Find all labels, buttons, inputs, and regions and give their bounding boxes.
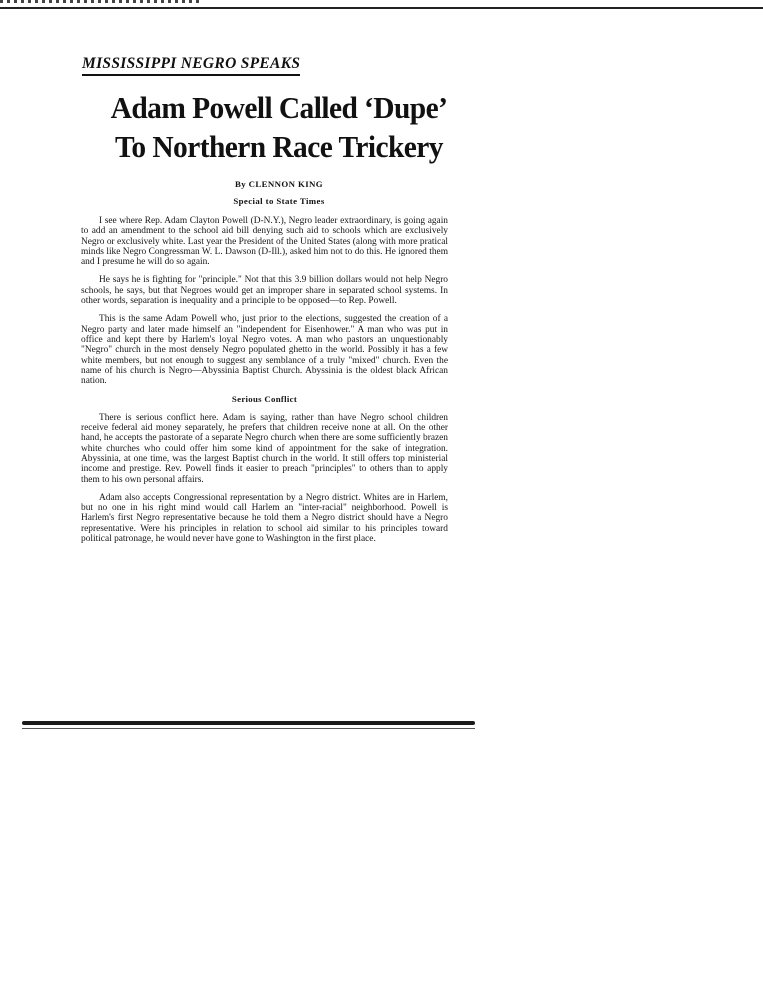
top-dotted-border xyxy=(0,0,200,3)
top-rule xyxy=(0,7,763,9)
headline-line-1: Adam Powell Called ‘Dupe’ xyxy=(110,90,448,125)
bottom-rule xyxy=(22,721,475,725)
byline-block xyxy=(80,178,478,212)
section-subhead: Serious Conflict xyxy=(231,394,298,405)
headline xyxy=(90,88,468,166)
kicker-heading: MISSISSIPPI NEGRO SPEAKS xyxy=(82,55,300,76)
article-body xyxy=(81,216,448,552)
paragraph: He says he is fighting for "principle." Not that this 3.9 billion dollars would not help Negro schools, he says, but that Negroes would get an improper share in separated school systems. In other words, separation is inequality and a principle to be opposed—to Rep. Powell. xyxy=(81,275,448,307)
headline-line-2: To Northern Race Trickery xyxy=(115,129,443,164)
dateline: Special to State Times xyxy=(233,196,325,206)
paragraph: Adam also accepts Congressional representation by a Negro district. Whites are in Harlem, but no one in his right mind would call Harlem an "inter-racial" neighborhood. Powell is Harlem's first Negro representative because he told them a Negro district should have a Negro representative. Were his principles in relation to school aid similar to his principles toward political patronage, he would never have gone to Washington in the first place. xyxy=(81,492,448,545)
paragraph: I see where Rep. Adam Clayton Powell (D-N.Y.), Negro leader extraordinary, is going again to add an amendment to the school aid bill denying such aid to schools which are exclusively Negro or exclusively white. Last year the President of the United States (along with more pratical minds like Negro Congressman W. L. Dawson (D-Ill.), asked him not to do this. He ignored them and I presume he will do so again. xyxy=(81,216,448,268)
byline: By CLENNON KING xyxy=(234,179,324,189)
paragraph: There is serious conflict here. Adam is saying, rather than have Negro school children receive federal aid money separately, he prefers that children receive none at all. On the other hand, he accepts the pastorate of a separate Negro church when there are some sufficiently brazen white churches who could offer him some kind of appointment for the sake of integration. Abyssinia, at one time, was the largest Baptist church in the world. It still offers top ministerial income and prestige. Rev. Powell finds it easier to preach "principles" to others than to apply them to his own personal affairs. xyxy=(81,412,448,485)
bottom-rule-thin xyxy=(22,728,475,729)
paragraph: This is the same Adam Powell who, just prior to the elections, suggested the creation of a Negro party and later made himself an "independent for Eisenhower." A man who was put in office and kept there by Harlem's loyal Negro votes. A man who pastors an unquestionably "Negro" church in the most densely Negro populated ghetto in the world. Possibly it has a few white members, but not enough to suggest any semblance of a truly "mixed" church. Even the name of his church is Negro—Abyssinia Baptist Church. Abyssinia is the oldest black African nation. xyxy=(81,314,448,387)
